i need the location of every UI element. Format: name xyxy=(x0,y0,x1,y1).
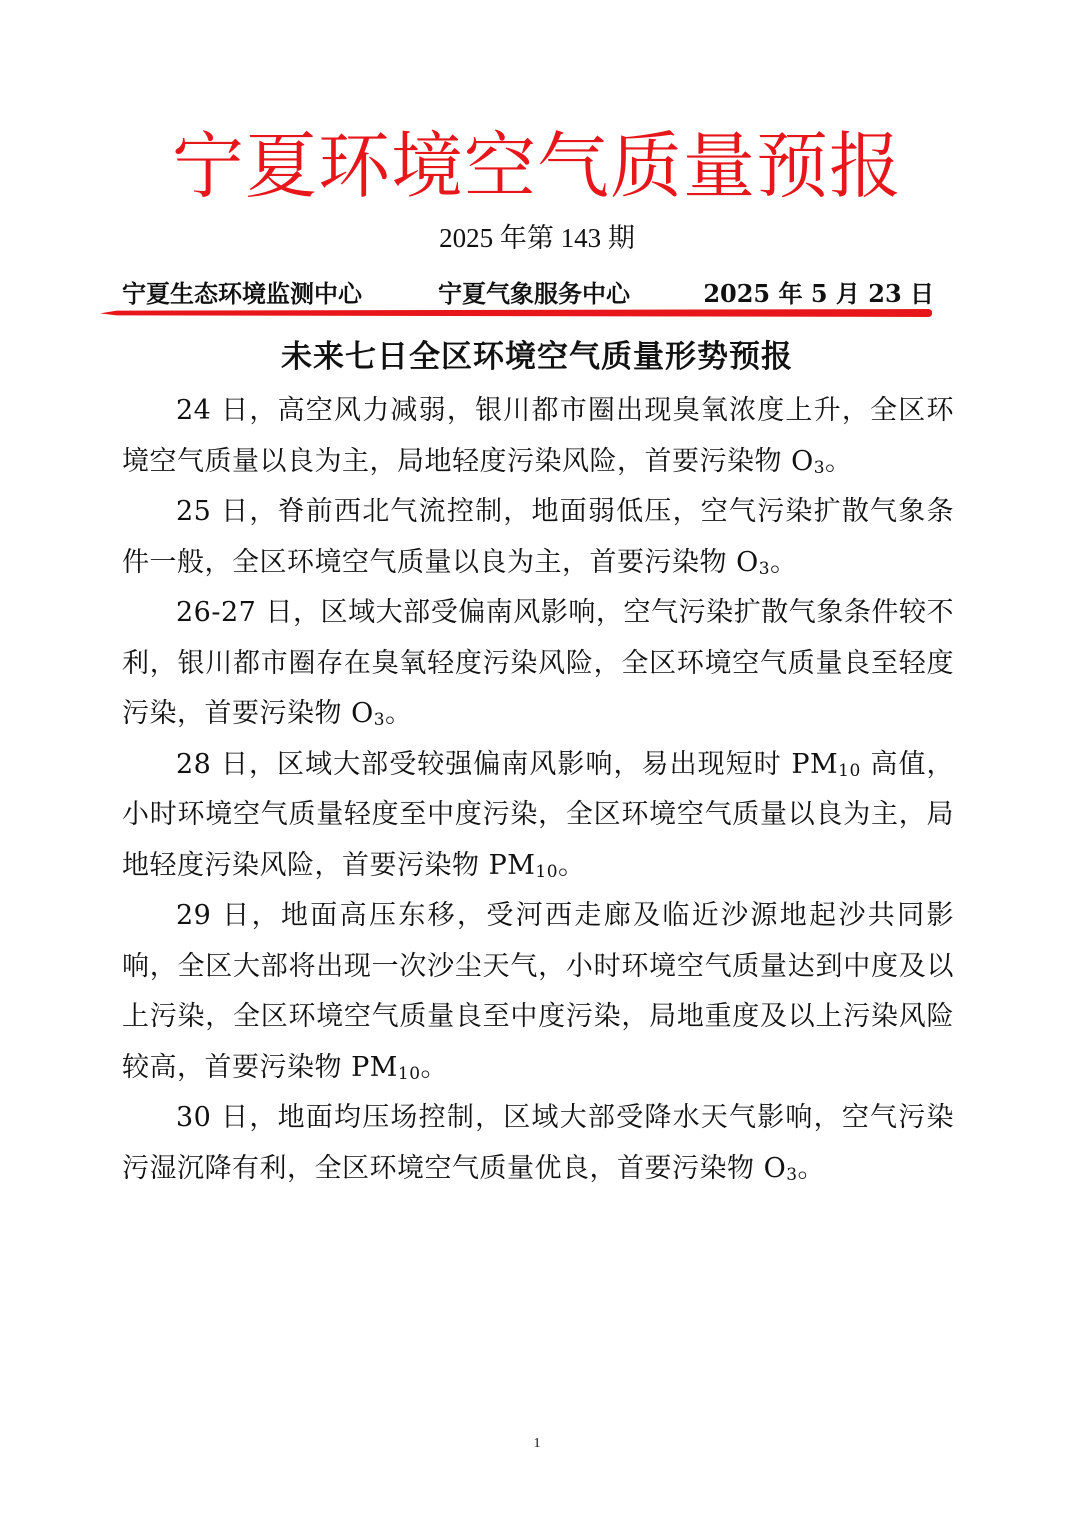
issue-number: 2025 年第 143 期 xyxy=(439,223,635,253)
agency-row xyxy=(122,276,934,312)
weather-center-name: 宁夏气象服务中心 xyxy=(438,279,630,308)
masthead-title: 宁夏环境空气质量预报 xyxy=(171,124,902,208)
forecast-paragraph-30: 30 日，地面均压场控制，区域大部受降水天气影响，空气污染污湿沉降有利，全区环境空气质量优良，首要污染物 $O_3$。 xyxy=(122,1102,954,1185)
page-number: 1 xyxy=(533,1436,541,1451)
forecast-paragraph-25: 25 日，脊前西北气流控制，地面弱低压，空气污染扩散气象条件一般，全区环境空气质量以良为主，首要污染物 $O_3$。 xyxy=(122,496,954,579)
forecast-paragraph-28: 28 日，区域大部受较强偏南风影响，易出现短时 $PM_{10}$ 高值，小时环境空气质量轻度至中度污染，全区环境空气质量以良为主，局地轻度污染风险，首要污染物 $PM_{10}$。 xyxy=(122,748,954,882)
forecast-body xyxy=(122,386,954,1194)
forecast-paragraph-26-27: 26-27 日，区域大部受偏南风影响，空气污染扩散气象条件较不利，银川都市圈存在臭氧轻度污染风险，全区环境空气质量良至轻度污染，首要污染物 $O_3$。 xyxy=(122,597,954,730)
issue-date: 2025 年 5 月 23 日 xyxy=(703,279,934,308)
forecast-paragraph-29: 29 日，地面高压东移，受河西走廊及临近沙源地起沙共同影响，全区大部将出现一次沙尘天气，小时环境空气质量达到中度及以上污染，全区环境空气质量良至中度污染，局地重度及以上污染风险较高，首要污染物 $PM_{10}$。 xyxy=(122,900,954,1084)
forecast-paragraph-24: 24 日，高空风力减弱，银川都市圈出现臭氧浓度上升，全区环境空气质量以良为主，局地轻度污染风险，首要污染物 $O_3$。 xyxy=(122,395,954,478)
monitoring-center-name: 宁夏生态环境监测中心 xyxy=(122,279,362,308)
section-title: 未来七日全区环境空气质量形势预报 xyxy=(281,339,793,375)
